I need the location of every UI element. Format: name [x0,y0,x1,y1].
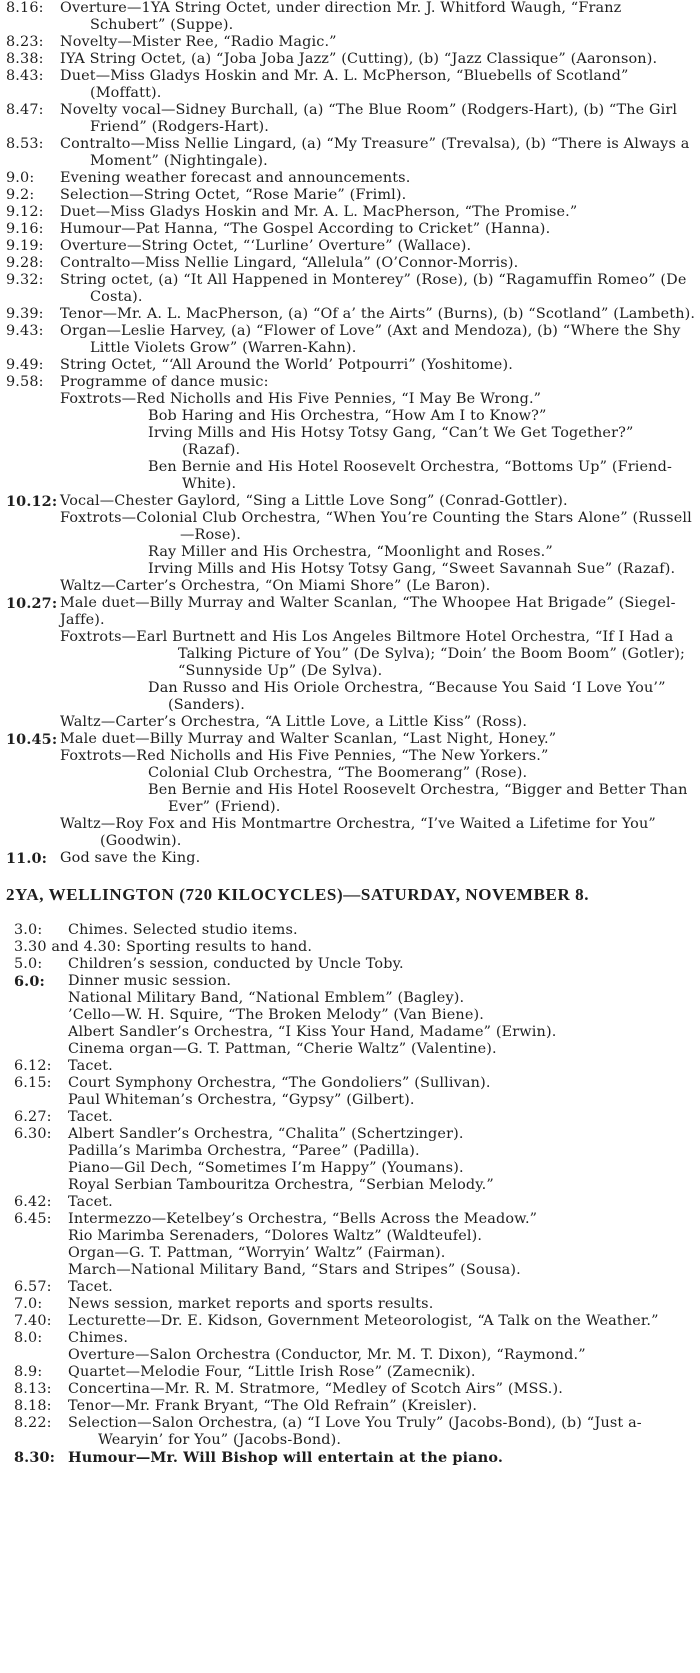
programme-row [14,1279,696,1296]
time-value: 8.43 [6,68,39,84]
time-value: 6.30 [14,1126,47,1142]
programme-row [6,731,696,850]
programme-row [6,68,696,102]
programme-section-2ya [6,922,696,1466]
programme-row [6,272,696,306]
time-value: 9.43 [6,323,39,339]
time-value: 8.47 [6,102,39,118]
programme-row [14,1194,696,1211]
programme-row [6,170,696,187]
programme-subitem: Organ—G. T. Pattman, “Worryin’ Waltz” (Fairman). [68,1245,446,1261]
programme-row [14,1296,696,1313]
programme-time: 6.15: [14,1075,52,1091]
programme-item: Contralto—Miss Nellie Lingard, (a) “My Treasure” (Trevalsa), (b) “There is Always a Moment” (Nightingale). [60,136,690,169]
programme-item: Sporting results to hand. [125,939,313,955]
programme-row [14,1313,696,1330]
programme-time: 6.57: [14,1279,52,1295]
programme-item: Overture—1YA String Octet, under direction Mr. J. Whitford Waugh, “Franz Schubert” (Suppe). [60,0,622,33]
programme-item: Male duet—Billy Murray and Walter Scanlan, “The Whoopee Hat Brigade” (Siegel-Jaffe). [60,595,676,628]
programme-subitem: Padilla’s Marimba Orchestra, “Paree” (Padilla). [68,1143,420,1159]
programme-row: 3.30 and 4.30: Sporting results to hand. [14,939,313,955]
programme-time: 6.12: [14,1058,52,1074]
time-value: 6.42 [14,1194,47,1210]
programme-row [14,1126,696,1194]
programme-time: 9.19: [6,238,44,254]
programme-row [14,1449,696,1466]
programme-subitem: Cinema organ—G. T. Pattman, “Cherie Waltz” (Valentine). [68,1041,497,1057]
station-heading: 2YA, WELLINGTON (720 KILOCYCLES)—SATURDAY, NOVEMBER 8. [6,885,590,904]
programme-item: God save the King. [60,850,201,866]
time-value: 10.12 [6,493,52,510]
programme-item: Overture—String Octet, “‘Lurline’ Overture” (Wallace). [60,238,472,254]
programme-time: 9.0: [6,170,35,186]
programme-item: Humour—Pat Hanna, “The Gospel According to Cricket” (Hanna). [60,221,551,237]
time-value: 6.15 [14,1075,47,1091]
programme-time: 9.49: [6,357,44,373]
programme-time: 8.22: [14,1415,52,1431]
programme-item: Selection—Salon Orchestra, (a) “I Love You Truly” (Jacobs-Bond), (b) “Just a-Wearyin’ for You” (Jacobs-Bond). [68,1415,642,1448]
programme-row [14,1211,696,1279]
programme-row [14,1364,696,1381]
time-value: 9.2 [6,187,30,203]
programme-subitem: Albert Sandler’s Orchestra, “I Kiss Your Hand, Madame” (Erwin). [68,1024,557,1040]
programme-time: 6.0: [14,973,45,990]
programme-item: Selection—String Octet, “Rose Marie” (Friml). [60,187,407,203]
programme-item: Organ—Leslie Harvey, (a) “Flower of Love” (Axt and Mendoza), (b) “Where the Shy Little Violets Grow” (Warren-Kahn). [60,323,681,356]
programme-row [14,1109,696,1126]
programme-row [6,238,696,255]
time-value: 10.45 [6,731,52,748]
programme-time: 9.58: [6,374,44,390]
programme-time: 6.42: [14,1194,52,1210]
time-value: 8.53 [6,136,39,152]
programme-row [14,1398,696,1415]
programme-time: 8.0: [14,1330,43,1346]
programme-time: 6.30: [14,1126,52,1142]
time-value: 7.0 [14,1296,38,1312]
time-value: 3.0 [14,922,38,938]
programme-time: 9.2: [6,187,35,203]
time-value: 8.22 [14,1415,47,1431]
time-value: 9.28 [6,255,39,271]
programme-item: Children’s session, conducted by Uncle Toby. [68,956,404,972]
programme-row [6,221,696,238]
programme-row [14,1330,696,1364]
programme-time: 10.27: [6,595,58,612]
time-value: 8.9 [14,1364,38,1380]
programme-time: 3.0: [14,922,43,938]
programme-item: String Octet, “‘All Around the World’ Potpourri” (Yoshitome). [60,357,513,373]
time-value: 6.27 [14,1109,47,1125]
time-value: 9.16 [6,221,39,237]
programme-item: Novelty vocal—Sidney Burchall, (a) “The Blue Room” (Rodgers-Hart), (b) “The Girl Friend” (Rodgers-Hart). [60,102,678,135]
dance-foxtrot-text: Irving Mills and His Hotsy Totsy Gang, “Can’t We Get Together?” (Razaf). [148,425,634,458]
programme-item: Duet—Miss Gladys Hoskin and Mr. A. L. MacPherson, “The Promise.” [60,204,578,220]
programme-row [6,306,696,323]
programme-item: News session, market reports and sports results. [68,1296,434,1312]
programme-time: 8.47: [6,102,44,118]
programme-time: 8.9: [14,1364,43,1380]
programme-subitem: Paul Whiteman’s Orchestra, “Gypsy” (Gilbert). [68,1092,415,1108]
programme-item: Tacet. [68,1058,113,1074]
programme-item: Vocal—Chester Gaylord, “Sing a Little Love Song” (Conrad-Gottler). [60,493,568,509]
dance-waltz-text: Waltz—Roy Fox and His Montmartre Orchestra, “I’ve Waited a Lifetime for You” (Goodwin). [60,816,656,849]
dance-foxtrot: Bob Haring and His Orchestra, “How Am I to Know?” [148,408,547,424]
time-value: 8.30 [14,1449,50,1466]
programme-item: Humour—Mr. Will Bishop will entertain at the piano. [68,1449,504,1466]
programme-row [6,357,696,374]
programme-row [6,51,696,68]
programme-item: Chimes. [68,1330,129,1346]
programme-row [6,187,696,204]
programme-subitem: Rio Marimba Serenaders, “Dolores Waltz” (Waldteufel). [68,1228,483,1244]
time-value: 8.13 [14,1381,47,1397]
programme-row [6,102,696,136]
time-value: 9.39 [6,306,39,322]
time-value: 9.0 [6,170,30,186]
programme-subitem: Royal Serbian Tambouritza Orchestra, “Serbian Melody.” [68,1177,494,1193]
time-value: 6.12 [14,1058,47,1074]
time-value: 9.58 [6,374,39,390]
programme-time: 9.39: [6,306,44,322]
dance-foxtrot [60,629,696,680]
programme-time: 9.43: [6,323,44,339]
programme-time: 9.28: [6,255,44,271]
dance-foxtrot: Ray Miller and His Orchestra, “Moonlight and Roses.” [148,544,553,560]
programme-row [6,323,696,357]
dance-foxtrot [60,510,696,544]
programme-item: Contralto—Miss Nellie Lingard, “Allelula” (O’Connor-Morris). [60,255,519,271]
time-value: 11.0 [6,850,42,867]
dance-foxtrot: Colonial Club Orchestra, “The Boomerang” (Rose). [148,765,528,781]
programme-subitem: Overture—Salon Orchestra (Conductor, Mr. M. T. Dixon), “Raymond.” [68,1347,586,1363]
programme-item: Male duet—Billy Murray and Walter Scanlan, “Last Night, Honey.” [60,731,557,747]
dance-waltz: Waltz—Carter’s Orchestra, “On Miami Shore” (Le Baron). [60,578,491,594]
programme-subitem: ’Cello—W. H. Squire, “The Broken Melody” (Van Biene). [68,1007,484,1023]
programme-row [6,0,696,34]
dance-foxtrot-text: Dan Russo and His Oriole Orchestra, “Because You Said ‘I Love You’” (Sanders). [148,680,666,713]
programme-time: 8.43: [6,68,44,84]
programme-time: 8.16: [6,0,44,16]
programme-item: IYA String Octet, (a) “Joba Joba Jazz” (Cutting), (b) “Jazz Classique” (Aaronson). [60,51,658,67]
programme-subitem: Piano—Gil Dech, “Sometimes I’m Happy” (Youmans). [68,1160,464,1176]
programme-time: 3.30 and 4.30 [14,939,117,955]
dance-foxtrot [60,425,696,459]
programme-time: 8.23: [6,34,44,50]
programme-time: 9.12: [6,204,44,220]
programme-time: 9.32: [6,272,44,288]
time-value: 7.40 [14,1313,47,1329]
time-value: 9.19 [6,238,39,254]
time-value: 6.57 [14,1279,47,1295]
programme-row [6,204,696,221]
programme-time: 6.45: [14,1211,52,1227]
programme-time: 7.0: [14,1296,43,1312]
dance-foxtrot-text: Ben Bernie and His Hotel Roosevelt Orchestra, “Bigger and Better Than Ever” (Friend). [148,782,688,815]
programme-row [14,1058,696,1075]
dance-foxtrot-text: Irving Mills and His Hotsy Totsy Gang, “Sweet Savannah Sue” (Razaf). [148,561,676,577]
programme-item: Tacet. [68,1279,113,1295]
programme-item: Concertina—Mr. R. M. Stratmore, “Medley of Scotch Airs” (MSS.). [68,1381,563,1397]
time-value: 5.0 [14,956,38,972]
time-value: 8.0 [14,1330,38,1346]
programme-row [6,391,696,493]
programme-time: 9.16: [6,221,44,237]
programme-row [6,374,696,391]
time-value: 9.12 [6,204,39,220]
programme-time: 8.30: [14,1449,56,1466]
time-value: 9.49 [6,357,39,373]
time-value: 6.45 [14,1211,47,1227]
programme-row [14,922,696,939]
programme-time: 7.40: [14,1313,52,1329]
dance-waltz [60,816,696,850]
programme-row [6,850,696,867]
programme-time: 8.38: [6,51,44,67]
programme-time: 6.27: [14,1109,52,1125]
time-value: 8.38 [6,51,39,67]
programme-row [6,136,696,170]
time-value: 10.27 [6,595,52,612]
programme-item: Quartet—Melodie Four, “Little Irish Rose” (Zamecnik). [68,1364,476,1380]
time-value: 9.32 [6,272,39,288]
programme-row [14,973,696,1058]
programme-item: Dinner music session. [68,973,232,989]
programme-row [6,493,696,595]
programme-item: Chimes. Selected studio items. [68,922,298,938]
dance-foxtrot-text: Ben Bernie and His Hotel Roosevelt Orchestra, “Bottoms Up” (Friend-White). [148,459,672,492]
dance-foxtrot [60,680,696,714]
dance-foxtrot: Foxtrots—Red Nicholls and His Five Pennies, “The New Yorkers.” [60,748,549,764]
programme-time: 8.18: [14,1398,52,1414]
dance-foxtrot-text: Foxtrots—Colonial Club Orchestra, “When You’re Counting the Stars Alone” (Russell—Rose). [60,510,692,543]
programme-subitem: National Military Band, “National Emblem” (Bagley). [68,990,465,1006]
programme-time: 5.0: [14,956,43,972]
programme-item: Duet—Miss Gladys Hoskin and Mr. A. L. McPherson, “Bluebells of Scotland” (Moffatt). [60,68,629,101]
dance-foxtrot-text: Foxtrots—Earl Burtnett and His Los Angeles Biltmore Hotel Orchestra, “If I Had a Talking Picture of You” (De Sylva); “Doin’ the Boom Boom” (Gotler); “Sunnyside Up” (De Sylva). [60,629,686,679]
time-value: 8.18 [14,1398,47,1414]
programme-item: String octet, (a) “It All Happened in Monterey” (Rose), (b) “Ragamuffin Romeo” (De Costa). [60,272,687,305]
programme-item: Court Symphony Orchestra, “The Gondoliers” (Sullivan). [68,1075,491,1091]
programme-subitem: March—National Military Band, “Stars and Stripes” (Sousa). [68,1262,521,1278]
programme-row [14,956,696,973]
programme-item: Intermezzo—Ketelbey’s Orchestra, “Bells Across the Meadow.” [68,1211,538,1227]
programme-item: Tenor—Mr. Frank Bryant, “The Old Refrain” (Kreisler). [68,1398,478,1414]
programme-row [14,1381,696,1398]
programme-section-1ya [6,0,696,391]
programme-item: Tenor—Mr. A. L. MacPherson, (a) “Of a’ the Airts” (Burns), (b) “Scotland” (Lambeth). [60,306,696,322]
programme-item: Novelty—Mister Ree, “Radio Magic.” [60,34,337,50]
time-value: 8.23 [6,34,39,50]
programme-row [14,1075,696,1109]
programme-item: Albert Sandler’s Orchestra, “Chalita” (Schertzinger). [68,1126,464,1142]
programme-row [6,34,696,51]
programme-time: 8.53: [6,136,44,152]
programme-item: Programme of dance music: [60,374,269,390]
programme-time: 10.45: [6,731,58,748]
programme-row [6,595,696,731]
dance-foxtrot: Foxtrots—Red Nicholls and His Five Pennies, “I May Be Wrong.” [60,391,542,407]
programme-time: 8.13: [14,1381,52,1397]
time-value: 8.16 [6,0,39,16]
programme-row [6,255,696,272]
dance-foxtrot [60,782,696,816]
programme-item: Evening weather forecast and announcements. [60,170,411,186]
dance-foxtrot [60,561,696,578]
programme-item: Tacet. [68,1194,113,1210]
time-value: 6.0 [14,973,40,990]
dance-foxtrot [60,459,696,493]
programme-time: 10.12: [6,493,58,510]
programme-item: Lecturette—Dr. E. Kidson, Government Meteorologist, “A Talk on the Weather.” [68,1313,659,1329]
programme-row [14,1415,696,1449]
programme-item: Tacet. [68,1109,113,1125]
programme-time: 11.0: [6,850,48,867]
dance-waltz: Waltz—Carter’s Orchestra, “A Little Love, a Little Kiss” (Ross). [60,714,528,730]
